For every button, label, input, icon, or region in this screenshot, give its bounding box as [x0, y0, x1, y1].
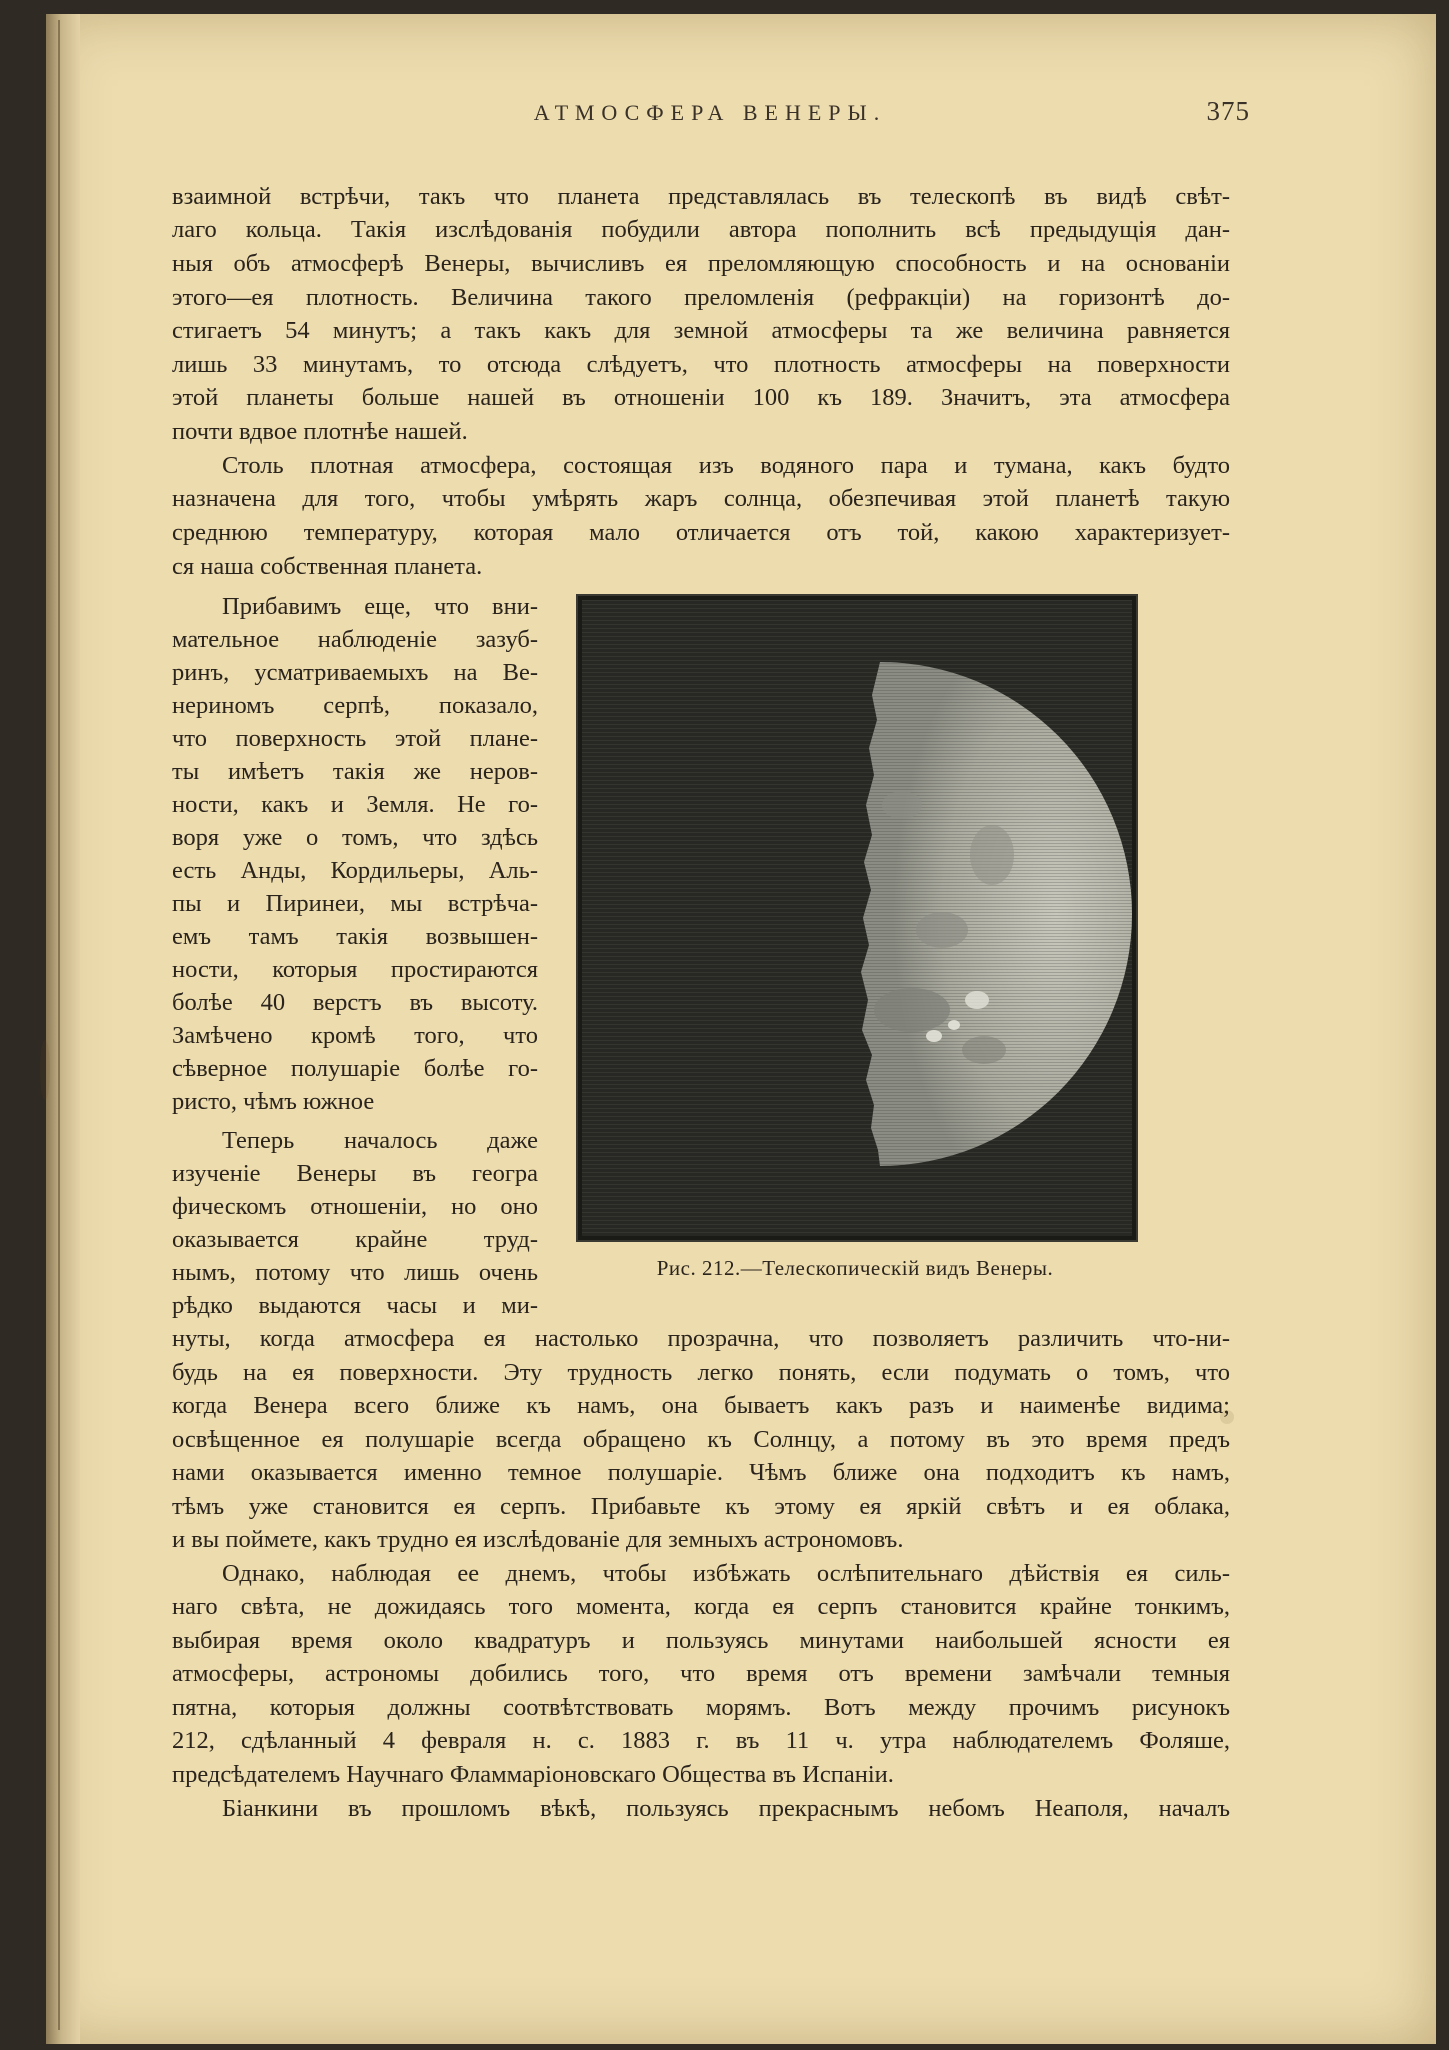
text-line: 212, сдѣланный 4 февраля н. с. 1883 г. въ 11 ч. утра наблюдателемъ Фоляше, [172, 1727, 1230, 1754]
text-line: нымъ, потому что лишь очень [172, 1259, 538, 1286]
page-binding-edge [46, 14, 80, 2044]
text-line: ся наша собственная планета. [172, 553, 483, 580]
running-header [170, 96, 1250, 136]
text-line: воря уже о томъ, что здѣсь [172, 824, 538, 851]
text-line: емъ тамъ такія возвышен- [172, 923, 538, 950]
text-line: этого—ея плотность. Величина такого преломленія (рефракціи) на горизонтѣ до- [172, 284, 1230, 311]
text-line: ринъ, усматриваемыхъ на Ве- [172, 659, 538, 686]
binding-crease [58, 20, 60, 2030]
dark-spot [874, 988, 950, 1032]
text-line: предсѣдателемъ Научнаго Фламмаріоновскаго Общества въ Испаніи. [172, 1761, 894, 1788]
text-line: пятна, которыя должны соотвѣтствовать морямъ. Вотъ между прочимъ рисунокъ [172, 1694, 1230, 1721]
text-line: пы и Пиринеи, мы встрѣча- [172, 890, 538, 917]
bright-spot [948, 1020, 960, 1030]
text-line: фическомъ отношеніи, но оно [172, 1193, 538, 1220]
text-line: лаго кольца. Такія изслѣдованія побудили автора пополнить всѣ предыдущія дан- [172, 216, 1230, 243]
text-line: нуты, когда атмосфера ея настолько прозрачна, что позволяетъ различить что-ни- [172, 1325, 1230, 1352]
text-line: ты имѣетъ такія же неров- [172, 758, 538, 785]
text-line: и вы поймете, какъ трудно ея изслѣдованіе для земныхъ астрономовъ. [172, 1526, 904, 1553]
text-line: стигаетъ 54 минутъ; а такъ какъ для земной атмосферы та же величина равняется [172, 317, 1230, 344]
text-line: Теперь началось даже [222, 1127, 538, 1154]
text-line: Біанкини въ прошломъ вѣкѣ, пользуясь прекраснымъ небомъ Неаполя, началъ [222, 1795, 1230, 1822]
text-line: сѣверное полушаріе болѣе го- [172, 1055, 538, 1082]
text-line: этой планеты больше нашей въ отношеніи 100 къ 189. Значитъ, эта атмосфера [172, 384, 1230, 411]
venus-engraving [578, 596, 1136, 1240]
text-line: почти вдвое плотнѣе нашей. [172, 418, 468, 445]
text-line: ности, какъ и Земля. Не го- [172, 791, 538, 818]
text-line: назначена для того, чтобы умѣрять жаръ солнца, обезпечивая этой планетѣ такую [172, 485, 1230, 512]
venus-crescent-illustration [582, 600, 1132, 1236]
text-line: выбирая время около квадратуръ и пользуясь минутами наибольшей ясности ея [172, 1627, 1230, 1654]
text-line: взаимной встрѣчи, такъ что планета представлялась въ телескопѣ въ видѣ свѣт- [172, 183, 1230, 210]
bright-spot [926, 1030, 942, 1042]
bright-spot [965, 991, 989, 1009]
text-line: наго свѣта, не дожидаясь того момента, когда ея серпъ становится крайне тонкимъ, [172, 1593, 1230, 1620]
page-number: 375 [1206, 96, 1250, 126]
dark-spot [962, 1036, 1006, 1064]
text-line: болѣе 40 верстъ въ высоту. [172, 989, 538, 1016]
text-line: Однако, наблюдая ее днемъ, чтобы избѣжать ослѣпительнаго дѣйствія ея силь- [222, 1560, 1230, 1587]
text-line: будь на ея поверхности. Эту трудность легко понять, если подумать о томъ, что [172, 1359, 1230, 1386]
text-line: нами оказывается именно темное полушаріе. Чѣмъ ближе она подходитъ къ намъ, [172, 1459, 1230, 1486]
text-line: Столь плотная атмосфера, состоящая изъ водяного пара и тумана, какъ будто [222, 452, 1230, 479]
dark-spot [970, 825, 1014, 885]
text-line: мательное наблюденіе зазуб- [172, 626, 538, 653]
running-title: АТМОСФЕРА ВЕНЕРЫ. [533, 100, 887, 125]
text-line: когда Венера всего ближе къ намъ, она бываетъ какъ разъ и наименѣе видима; [172, 1392, 1230, 1419]
text-line: Замѣчено кромѣ того, что [172, 1022, 538, 1049]
text-line: тѣмъ уже становится ея серпъ. Прибавьте къ этому ея яркій свѣтъ и ея облака, [172, 1493, 1230, 1520]
text-line: рѣдко выдаются часы и ми- [172, 1292, 538, 1319]
text-line: ныя объ атмосферѣ Венеры, вычисливъ ея преломляющую способность и на основаніи [172, 250, 1230, 277]
figure-caption: Рис. 212.—Телескопическій видъ Венеры. [656, 1256, 1054, 1280]
text-line: изученіе Венеры въ геогра [172, 1160, 538, 1187]
dark-spot [916, 912, 968, 948]
text-line: атмосферы, астрономы добились того, что время отъ времени замѣчали темныя [172, 1660, 1230, 1687]
text-line: освѣщенное ея полушаріе всегда обращено къ Солнцу, а потому въ это время предъ [172, 1426, 1230, 1453]
text-line: ности, которыя простираются [172, 956, 538, 983]
text-line: что поверхность этой плане- [172, 725, 538, 752]
text-line: Прибавимъ еще, что вни- [222, 593, 538, 620]
paper-stain [40, 1040, 50, 1100]
dark-spot [882, 791, 922, 819]
text-line: лишь 33 минутамъ, то отсюда слѣдуетъ, что плотность атмосферы на поверхности [172, 351, 1230, 378]
text-line: нериномъ серпѣ, показало, [172, 692, 538, 719]
text-line: оказывается крайне труд- [172, 1226, 538, 1253]
text-line: есть Анды, Кордильеры, Аль- [172, 857, 538, 884]
text-line: среднюю температуру, которая мало отличается отъ той, какою характеризует- [172, 519, 1230, 546]
text-line: ристо, чѣмъ южное [172, 1088, 375, 1115]
paper-stain [1220, 1410, 1234, 1424]
